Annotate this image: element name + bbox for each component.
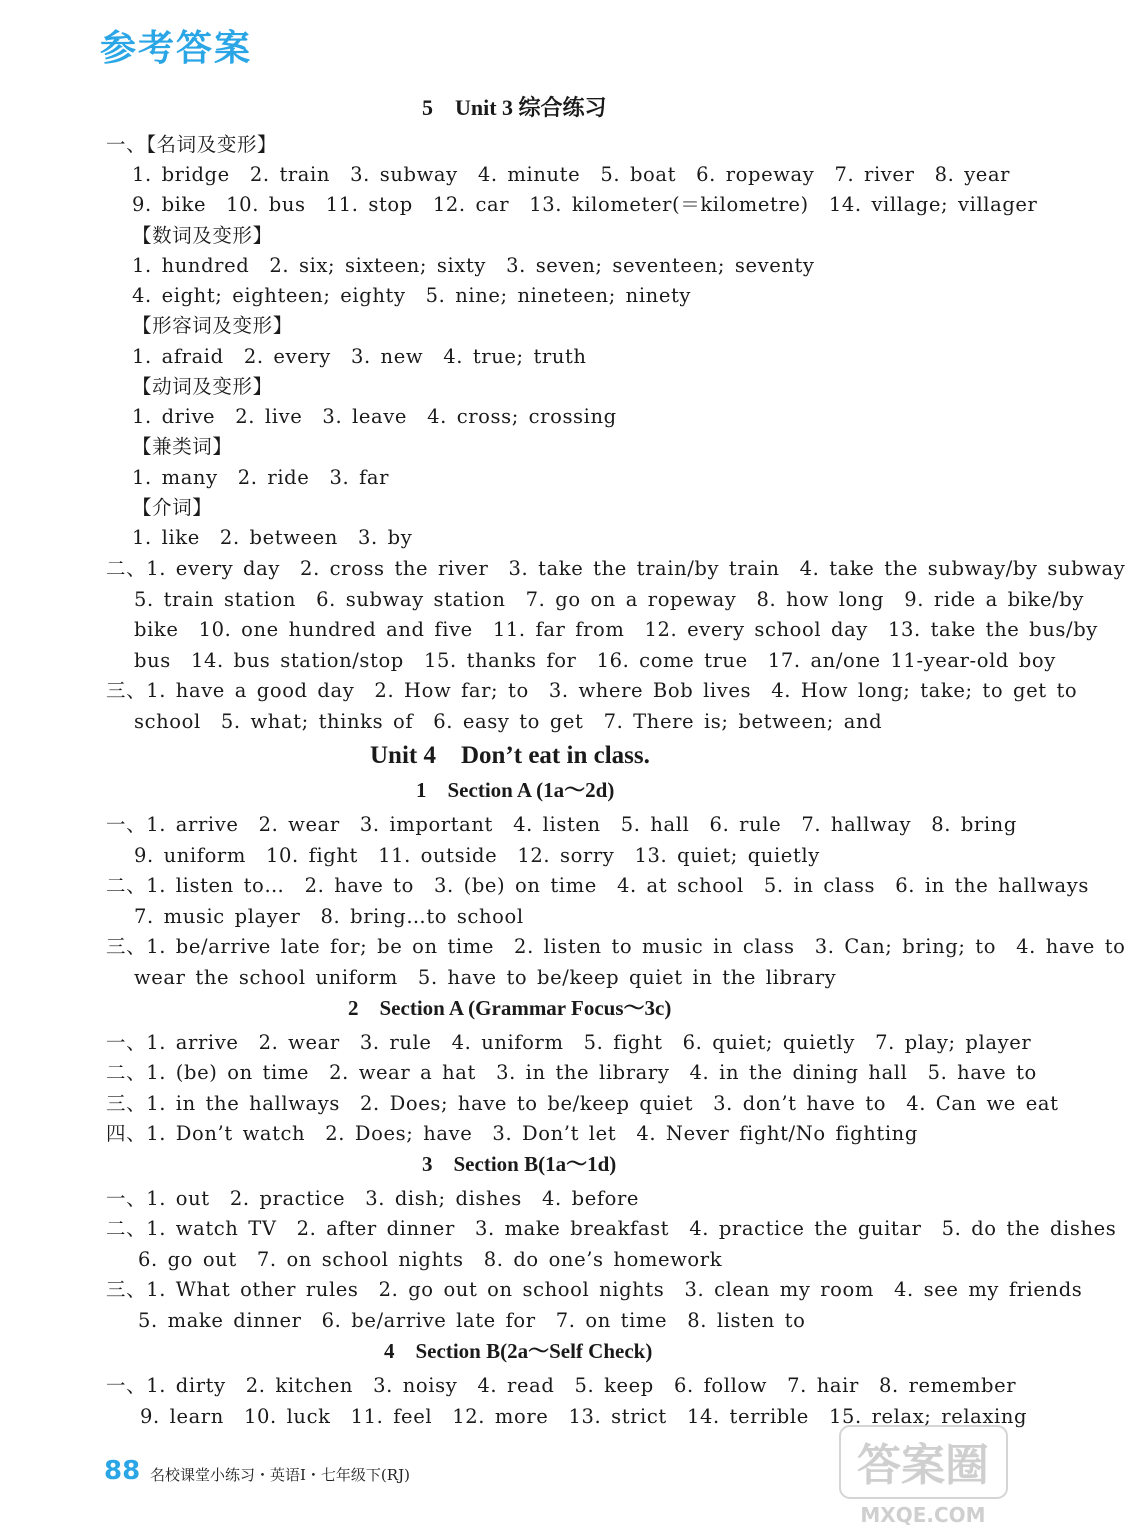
section-title-unit4: Unit 4 Don’t eat in class. bbox=[370, 742, 650, 769]
answer-line: 6. go out 7. on school nights 8. do one’s homework bbox=[138, 1248, 723, 1271]
answer-line: 一、1. dirty 2. kitchen 3. noisy 4. read 5. keep 6. follow 7. hair 8. remember bbox=[106, 1374, 1017, 1397]
watermark-logo bbox=[836, 1422, 1011, 1530]
answer-line: 三、1. be/arrive late for; be on time 2. listen to music in class 3. Can; bring; to 4. have to bbox=[106, 935, 1125, 958]
answer-line: 5. make dinner 6. be/arrive late for 7. on time 8. listen to bbox=[138, 1309, 806, 1332]
answer-line: 一、【名词及变形】 bbox=[106, 133, 278, 156]
answer-line: 一、1. out 2. practice 3. dish; dishes 4. before bbox=[106, 1187, 640, 1210]
answer-line: 【形容词及变形】 bbox=[132, 314, 293, 337]
answer-line: 1. like 2. between 3. by bbox=[132, 526, 413, 549]
answer-line: wear the school uniform 5. have to be/keep quiet in the library bbox=[134, 966, 837, 989]
answer-line: 二、1. watch TV 2. after dinner 3. make breakfast 4. practice the guitar 5. do the dishes bbox=[106, 1217, 1117, 1240]
answer-line: 二、1. (be) on time 2. wear a hat 3. in the library 4. in the dining hall 5. have to bbox=[106, 1061, 1037, 1084]
section-title-4: 4 Section B(2a～Self Check) bbox=[384, 1339, 653, 1363]
page-header-title: 参考答案 bbox=[100, 28, 253, 69]
answer-line: 三、1. in the hallways 2. Does; have to be/keep quiet 3. don’t have to 4. Can we eat bbox=[106, 1092, 1059, 1115]
svg-text:MXQE.COM: MXQE.COM bbox=[860, 1503, 986, 1527]
answer-line: bike 10. one hundred and five 11. far from 12. every school day 13. take the bus/by bbox=[134, 618, 1098, 641]
answer-line: 1. bridge 2. train 3. subway 4. minute 5. boat 6. ropeway 7. river 8. year bbox=[132, 163, 1011, 186]
answer-line: 四、1. Don’t watch 2. Does; have 3. Don’t let 4. Never fight/No fighting bbox=[106, 1122, 918, 1145]
answer-line: 三、1. have a good day 2. How far; to 3. where Bob lives 4. How long; take; to get to bbox=[106, 679, 1078, 702]
section-title-3: 3 Section B(1a～1d) bbox=[422, 1152, 617, 1176]
section-title-unit3: 5 Unit 3 综合练习 bbox=[422, 95, 607, 120]
answer-line: 4. eight; eighteen; eighty 5. nine; nineteen; ninety bbox=[132, 284, 692, 307]
answer-line: 【兼类词】 bbox=[132, 435, 233, 458]
answer-line: bus 14. bus station/stop 15. thanks for 16. come true 17. an/one 11-year-old boy bbox=[134, 649, 1056, 672]
answer-line: 5. train station 6. subway station 7. go on a ropeway 8. how long 9. ride a bike/by bbox=[134, 588, 1084, 611]
book-title: 名校课堂小练习・英语Ⅰ・七年级下(RJ) bbox=[150, 1466, 410, 1484]
answer-line: 【介词】 bbox=[132, 496, 213, 519]
answer-line: 三、1. What other rules 2. go out on school nights 3. clean my room 4. see my friends bbox=[106, 1278, 1083, 1301]
answer-line: 7. music player 8. bring…to school bbox=[134, 905, 524, 928]
answer-line: 【动词及变形】 bbox=[132, 375, 273, 398]
answer-line: 一、1. arrive 2. wear 3. important 4. listen 5. hall 6. rule 7. hallway 8. bring bbox=[106, 813, 1017, 836]
section-title-2: 2 Section A (Grammar Focus～3c) bbox=[348, 996, 672, 1020]
page-number: 88 bbox=[104, 1456, 141, 1486]
answer-line: 9. learn 10. luck 11. feel 12. more 13. strict 14. terrible 15. relax; relaxing bbox=[140, 1405, 1028, 1428]
section-title-1: 1 Section A (1a～2d) bbox=[416, 778, 615, 802]
answer-line: 1. drive 2. live 3. leave 4. cross; crossing bbox=[132, 405, 617, 428]
answer-line: 二、1. every day 2. cross the river 3. take the train/by train 4. take the subway/by subway bbox=[106, 557, 1125, 580]
svg-text:答案圈: 答案圈 bbox=[857, 1440, 989, 1491]
answer-line: 1. afraid 2. every 3. new 4. true; truth bbox=[132, 345, 587, 368]
answer-line: 9. uniform 10. fight 11. outside 12. sorry 13. quiet; quietly bbox=[134, 844, 820, 867]
answer-line: 二、1. listen to… 2. have to 3. (be) on time 4. at school 5. in class 6. in the hallways bbox=[106, 874, 1089, 897]
answer-line: 一、1. arrive 2. wear 3. rule 4. uniform 5. fight 6. quiet; quietly 7. play; player bbox=[106, 1031, 1032, 1054]
answer-line: 9. bike 10. bus 11. stop 12. car 13. kilometer(＝kilometre) 14. village; villager bbox=[132, 193, 1038, 216]
answer-line: 【数词及变形】 bbox=[132, 224, 273, 247]
answer-line: 1. many 2. ride 3. far bbox=[132, 466, 390, 489]
answer-line: 1. hundred 2. six; sixteen; sixty 3. seven; seventeen; seventy bbox=[132, 254, 815, 277]
answer-line: school 5. what; thinks of 6. easy to get 7. There is; between; and bbox=[134, 710, 883, 733]
